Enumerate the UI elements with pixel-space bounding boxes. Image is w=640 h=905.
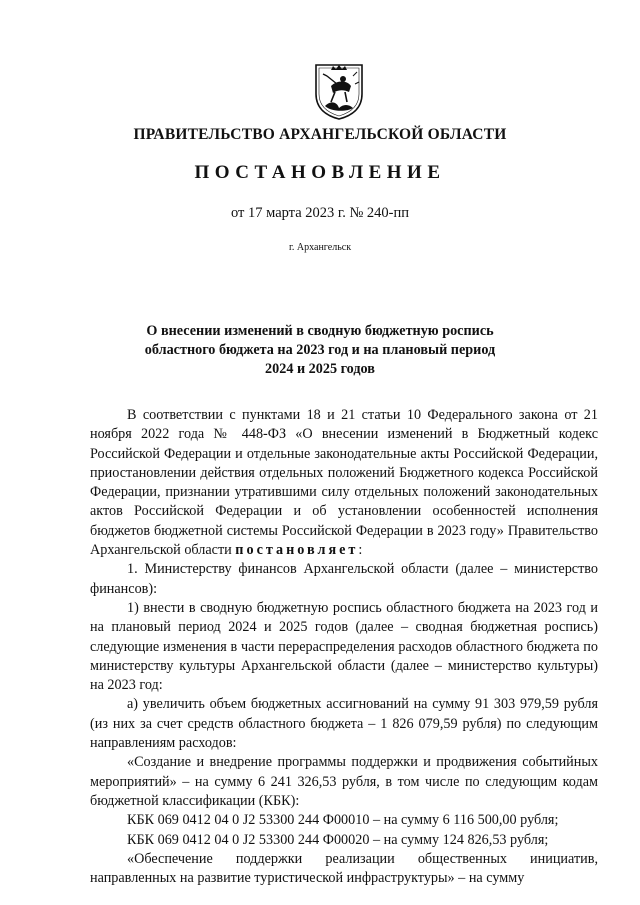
paragraph-kbk-1: КБК 069 0412 04 0 J2 53300 244 Ф00010 – на сумму 6 116 500,00 рубля;: [127, 812, 559, 829]
preamble-text: В соответствии с пунктами 18 и 21 статьи 10 Федерального закона от 21 ноября 2022 года № 448-ФЗ «О внесении изменений в Бюджетный кодекс Российской Федерации и отдельные законодательные акты Российской Федерации, приостановлении действия отдельных положений Бюджетного кодекса Российской Федерации, признании утратившими силу отдельных положений законодательных актов Российской Федерации и об установлении особенностей исполнения бюджетов бюджетной системы Российской Федерации в 2023 году» Правительство Архангельской области: [90, 407, 598, 559]
paragraph-kbk-2: КБК 069 0412 04 0 J2 53300 244 Ф00020 – на сумму 124 826,53 рубля;: [127, 831, 549, 848]
document-date-number: от 17 марта 2023 г. № 240-пп: [230, 205, 410, 221]
paragraph-subitem-a: а) увеличить объем бюджетных ассигнований на сумму 91 303 979,59 рубля (из них за счет средств областного бюджета – 1 826 079,59 рубля) по следующим направлениям расходов:: [90, 696, 598, 752]
subject-line: О внесении изменений в сводную бюджетную роспись: [146, 323, 494, 339]
paragraph-preamble: [90, 406, 598, 560]
subject-line: 2024 и 2025 годов: [265, 361, 375, 377]
paragraph-item-1: 1. Министерству финансов Архангельской области (далее – министерство финансов):: [90, 561, 598, 597]
government-title: ПРАВИТЕЛЬСТВО АРХАНГЕЛЬСКОЙ ОБЛАСТИ: [133, 126, 507, 143]
paragraph-subitem-1: 1) внести в сводную бюджетную роспись областного бюджета на 2023 год и на плановый период 2024 и 2025 годов (далее – сводная бюджетная роспись) следующие изменения в части перераспределения расходов областного бюджета по министерству культуры Архангельской области (далее – министерство культуры) на 2023 год:: [90, 599, 598, 694]
preamble-punct: :: [358, 542, 363, 559]
paragraph-direction-2: «Обеспечение поддержки реализации общественных инициатив, направленных на развитие туристической инфраструктуры» – на сумму: [90, 850, 598, 887]
document-type-title: ПОСТАНОВЛЕНИЕ: [194, 162, 446, 183]
document-body: [90, 406, 598, 888]
coat-of-arms-emblem: [313, 62, 365, 120]
subject-line: областного бюджета на 2023 год и на плановый период: [144, 342, 496, 358]
paragraph-direction-1: «Создание и внедрение программы поддержки и продвижения событийных мероприятий» – на сумму 6 241 326,53 рубля, в том числе по следующим кодам бюджетной классификации (КБК):: [90, 754, 598, 809]
document-subject: [120, 322, 520, 379]
document-city: г. Архангельск: [288, 242, 352, 253]
preamble-verb: постановляет: [235, 542, 359, 559]
